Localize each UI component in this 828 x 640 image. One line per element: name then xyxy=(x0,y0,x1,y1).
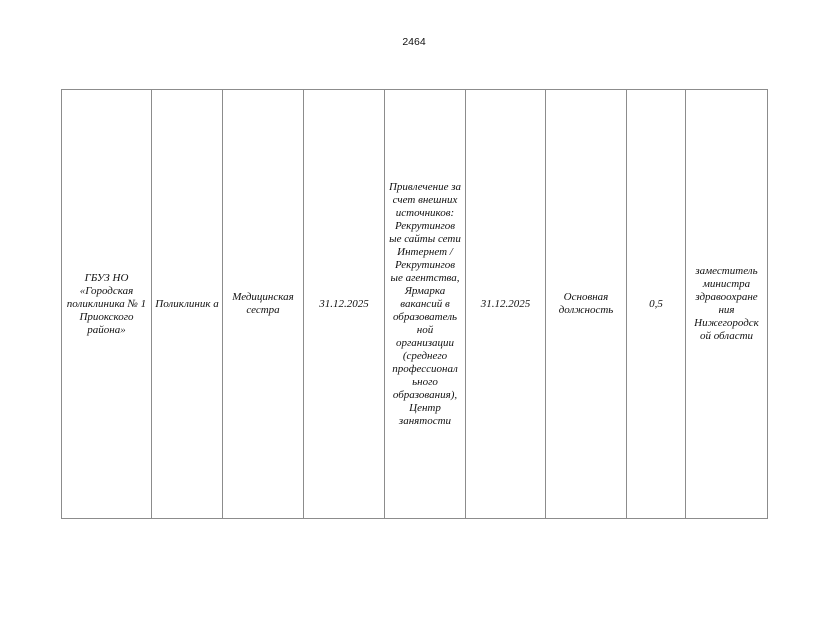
responsible-text: заместитель министра здравоохране ния Нижегородск ой области xyxy=(694,265,759,342)
recruitment-source-cell xyxy=(385,90,466,519)
organization-text: ГБУЗ НО «Городская поликлиника № 1 Приокского района» xyxy=(66,271,147,336)
job-type-cell xyxy=(546,90,627,519)
table-row xyxy=(62,90,768,519)
date-text-2: 31.12.2025 xyxy=(480,297,531,310)
position-text: Медицинская сестра xyxy=(232,291,294,316)
organization-cell xyxy=(62,90,152,519)
department-text: Поликлиник а xyxy=(155,297,219,310)
position-cell xyxy=(223,90,304,519)
department-cell xyxy=(152,90,223,519)
date-cell-2 xyxy=(466,90,546,519)
page-number: 2464 xyxy=(402,36,426,48)
rate-cell xyxy=(627,90,686,519)
job-type-text: Основная должность xyxy=(558,291,614,316)
recruitment-source-text: Привлечение за счет внешних источников: Рекрутингов ые сайты сети Интернет / Рекрутингов ые агентства, Ярмарка вакансий в образователь ной организации (среднего профессионал ьного образования), Центр занятости xyxy=(388,180,462,427)
rate-text: 0,5 xyxy=(649,297,663,310)
date-cell-1 xyxy=(304,90,385,519)
responsible-cell xyxy=(686,90,768,519)
document-table xyxy=(61,89,768,519)
date-text-1: 31.12.2025 xyxy=(319,297,369,310)
